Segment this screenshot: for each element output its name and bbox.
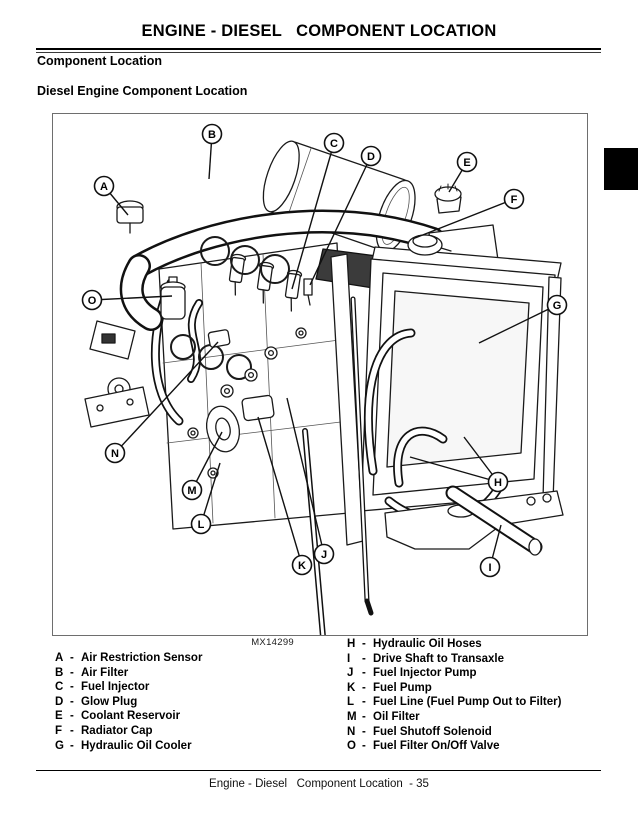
section-heading: Component Location: [37, 54, 162, 68]
legend-key: I: [347, 652, 351, 665]
legend-label: Drive Shaft to Transaxle: [373, 652, 505, 665]
callout-e: [458, 153, 477, 172]
legend-item-e: [55, 709, 202, 724]
legend-item-o: [347, 739, 561, 754]
legend-separator: -: [70, 710, 74, 723]
legend-key: A: [55, 652, 64, 664]
callout-letter-b: B: [208, 129, 216, 141]
legend-label: Fuel Pump: [373, 681, 432, 694]
callout-letter-j: J: [320, 549, 328, 561]
legend-key: E: [55, 710, 63, 723]
legend-item-c: [55, 680, 202, 695]
legend-separator: -: [70, 724, 74, 737]
callout-letter-l: L: [197, 519, 205, 531]
callout-letter-i: I: [488, 562, 492, 574]
legend-key: J: [347, 667, 354, 680]
engine-diagram-svg: [53, 114, 587, 635]
legend-left-column: [55, 651, 202, 753]
legend-separator: -: [362, 638, 366, 650]
callout-j: [315, 545, 334, 564]
legend-item-d: [55, 695, 202, 710]
legend-key: O: [347, 740, 356, 753]
engine-diagram-figure: [52, 113, 588, 636]
legend-key: H: [347, 638, 356, 650]
legend-label: Oil Filter: [373, 710, 420, 723]
callout-letter-m: M: [187, 485, 197, 497]
legend-item-h: [347, 637, 561, 652]
legend-label: Coolant Reservoir: [81, 710, 181, 723]
callout-b: [203, 125, 222, 144]
legend-item-l: [347, 695, 561, 710]
legend-item-a: [55, 651, 202, 666]
legend-key: N: [347, 725, 356, 738]
legend-separator: -: [362, 740, 366, 753]
legend-label: Glow Plug: [81, 695, 138, 708]
legend-label: Fuel Injector: [81, 681, 150, 694]
legend-item-n: [347, 725, 561, 740]
legend-separator: -: [70, 652, 74, 664]
callout-l: [192, 515, 211, 534]
legend-key: G: [55, 739, 64, 752]
legend-separator: -: [362, 667, 366, 680]
legend-item-f: [55, 724, 202, 739]
footer-rule: [36, 770, 601, 771]
page-footer: Engine - Diesel Component Location - 35: [209, 778, 429, 790]
callout-letter-c: C: [330, 138, 338, 150]
legend-separator: -: [362, 710, 366, 723]
callout-f: [505, 190, 524, 209]
legend-label: Air Filter: [81, 666, 129, 679]
legend-key: D: [55, 695, 64, 708]
page-edge-tab: [604, 148, 638, 190]
figure-caption: MX14299: [251, 637, 294, 648]
legend-separator: -: [70, 695, 74, 708]
callout-g: [548, 296, 567, 315]
legend-label: Hydraulic Oil Cooler: [81, 739, 192, 752]
legend-key: L: [347, 696, 355, 709]
callout-letter-e: E: [463, 157, 471, 169]
callout-letter-o: O: [87, 295, 97, 307]
legend-label: Hydraulic Oil Hoses: [373, 638, 482, 650]
legend-item-b: [55, 666, 202, 681]
callout-letter-d: D: [367, 151, 375, 163]
legend-label: Fuel Line (Fuel Pump Out to Filter): [373, 696, 562, 709]
legend-key: M: [347, 710, 357, 723]
callout-n: [106, 444, 125, 463]
legend-item-j: [347, 666, 561, 681]
callout-h: [489, 473, 508, 492]
callout-m: [183, 481, 202, 500]
legend-separator: -: [362, 652, 366, 665]
callout-letter-n: N: [111, 448, 119, 460]
legend-label: Air Restriction Sensor: [81, 652, 203, 664]
subsection-heading: Diesel Engine Component Location: [37, 84, 248, 98]
callout-letter-k: K: [298, 560, 306, 572]
callout-i: [481, 558, 500, 577]
legend-key: K: [347, 681, 356, 694]
callout-k: [293, 556, 312, 575]
callout-letter-a: A: [100, 181, 108, 193]
callout-letter-g: G: [552, 300, 562, 312]
legend-label: Fuel Shutoff Solenoid: [373, 725, 492, 738]
legend-separator: -: [362, 681, 366, 694]
legend-label: Radiator Cap: [81, 724, 153, 737]
legend-key: F: [55, 724, 63, 737]
legend-label: Fuel Injector Pump: [373, 667, 477, 680]
callout-a: [95, 177, 114, 196]
legend-item-m: [347, 710, 561, 725]
legend-separator: -: [362, 696, 366, 709]
legend-key: C: [55, 681, 64, 694]
callout-letter-f: F: [510, 194, 518, 206]
callout-o: [83, 291, 102, 310]
legend-label: Fuel Filter On/Off Valve: [373, 740, 500, 753]
legend-separator: -: [70, 739, 74, 752]
title-rule: [36, 48, 601, 53]
legend-right-column: [347, 637, 561, 754]
legend-separator: -: [70, 666, 74, 679]
legend-item-i: [347, 652, 561, 667]
callout-c: [325, 134, 344, 153]
page-title: ENGINE - DIESEL COMPONENT LOCATION: [141, 22, 497, 40]
callout-d: [362, 147, 381, 166]
callout-letter-h: H: [494, 477, 502, 489]
legend-item-g: [55, 739, 202, 754]
legend-separator: -: [70, 681, 74, 694]
legend-key: B: [55, 666, 64, 679]
legend-item-k: [347, 681, 561, 696]
legend-separator: -: [362, 725, 366, 738]
